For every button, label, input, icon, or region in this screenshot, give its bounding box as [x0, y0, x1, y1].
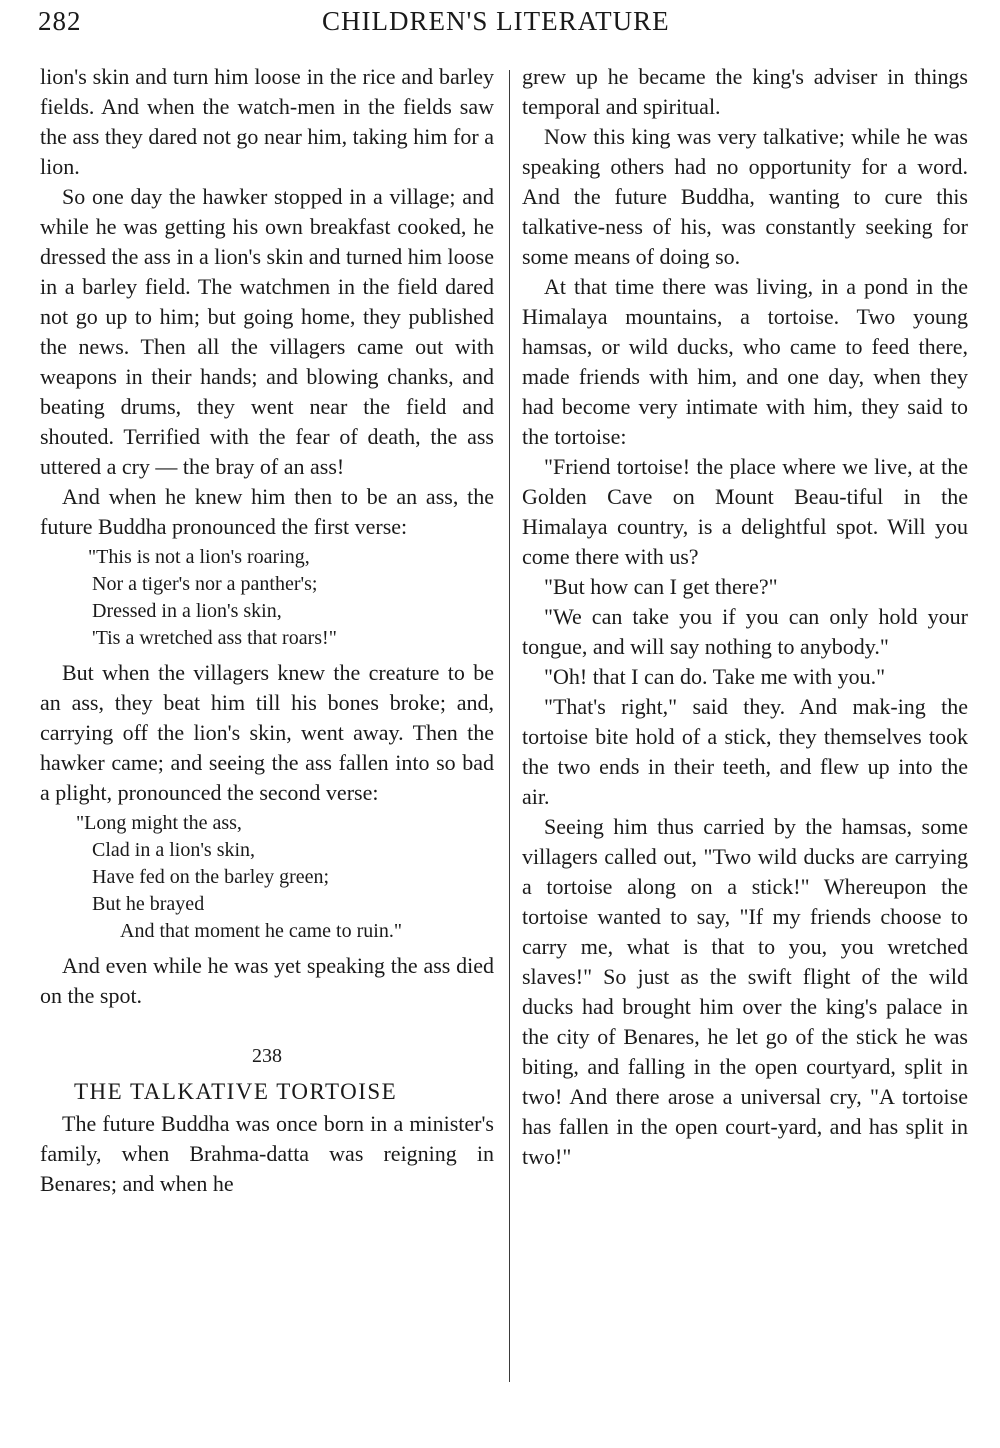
paragraph: And when he knew him then to be an ass, the future Buddha pronounced the first verse: — [40, 484, 494, 539]
left-column — [40, 62, 494, 1199]
paragraph: "That's right," said they. And mak-ing the tortoise bite hold of a stick, they themselves took the two ends in their teeth, and flew up into the air. — [522, 694, 968, 809]
verse-line: "Long might the ass, — [76, 812, 242, 834]
paragraph: Now this king was very talkative; while he was speaking others had no opportunity for a word. And the future Buddha, wanting to cure this talkative-ness of his, was constantly seeking for some means of doing so. — [522, 124, 968, 269]
verse-line: And that moment he came to ruin." — [120, 920, 402, 942]
verse-line: Dressed in a lion's skin, — [92, 600, 282, 622]
page-number: 282 — [38, 6, 82, 36]
story-title: THE TALKATIVE TORTOISE — [74, 1079, 398, 1104]
second-verse — [40, 810, 494, 945]
paragraph: So one day the hawker stopped in a village; and while he was getting his own breakfast cooked, he dressed the ass in a lion's skin and turned him loose in a barley field. The watchmen in the field dared not go up to him; but going home, they published the news. Then all the villagers came out with weapons in their hands; and blowing chanks, and beating drums, they went near the field and shouted. Terrified with the fear of death, the ass uttered a cry — the bray of an ass! — [40, 184, 494, 479]
verse-line: Clad in a lion's skin, — [92, 839, 256, 861]
paragraph: Seeing him thus carried by the hamsas, some villagers called out, "Two wild ducks are carrying a tortoise along on a stick!" Whereupon the tortoise wanted to say, "If my friends choose to carry me, what is that to you, you wretched slaves!" So just as the swift flight of the wild ducks had brought him over the king's palace in the city of Benares, he let go of the stick he was biting, and falling in the open courtyard, split in two! And there arose a universal cry, "A tortoise has fallen in the open court-yard, and has split in two!" — [522, 814, 968, 1169]
paragraph: At that time there was living, in a pond in the Himalaya mountains, a tortoise. Two young hamsas, or wild ducks, who came to feed there, made friends with him, and one day, when they had become very intimate with him, they said to the tortoise: — [522, 274, 968, 449]
verse-line: Nor a tiger's nor a panther's; — [92, 573, 318, 595]
first-verse — [40, 544, 494, 652]
running-head: CHILDREN'S LITERATURE — [322, 6, 670, 36]
paragraph: grew up he became the king's adviser in things temporal and spiritual. — [522, 64, 968, 119]
paragraph: But when the villagers knew the creature to be an ass, they beat him till his bones broke; and, carrying off the lion's skin, went away. Then the hawker came; and seeing the ass fallen into so bad a plight, pronounced the second verse: — [40, 660, 494, 805]
verse-line: Have fed on the barley green; — [92, 866, 330, 888]
verse-line: "This is not a lion's roaring, — [88, 546, 310, 568]
column-divider — [509, 70, 510, 1382]
paragraph: The future Buddha was once born in a minister's family, when Brahma-datta was reigning in Benares; and when he — [40, 1111, 494, 1196]
paragraph: "We can take you if you can only hold your tongue, and will say nothing to anybody." — [522, 604, 968, 659]
paragraph: "Oh! that I can do. Take me with you." — [544, 664, 886, 689]
paragraph: lion's skin and turn him loose in the rice and barley fields. And when the watch-men in the fields saw the ass they dared not go near him, taking him for a lion. — [40, 64, 494, 179]
paragraph: "Friend tortoise! the place where we live, at the Golden Cave on Mount Beau-tiful in the Himalaya country, is a delightful spot. Will you come there with us? — [522, 454, 968, 569]
paragraph: And even while he was yet speaking the ass died on the spot. — [40, 953, 494, 1008]
verse-line: 'Tis a wretched ass that roars!" — [92, 627, 337, 649]
paragraph: "But how can I get there?" — [544, 574, 778, 599]
verse-line: But he brayed — [92, 893, 205, 915]
right-column — [522, 62, 968, 1172]
story-number: 238 — [252, 1045, 282, 1067]
